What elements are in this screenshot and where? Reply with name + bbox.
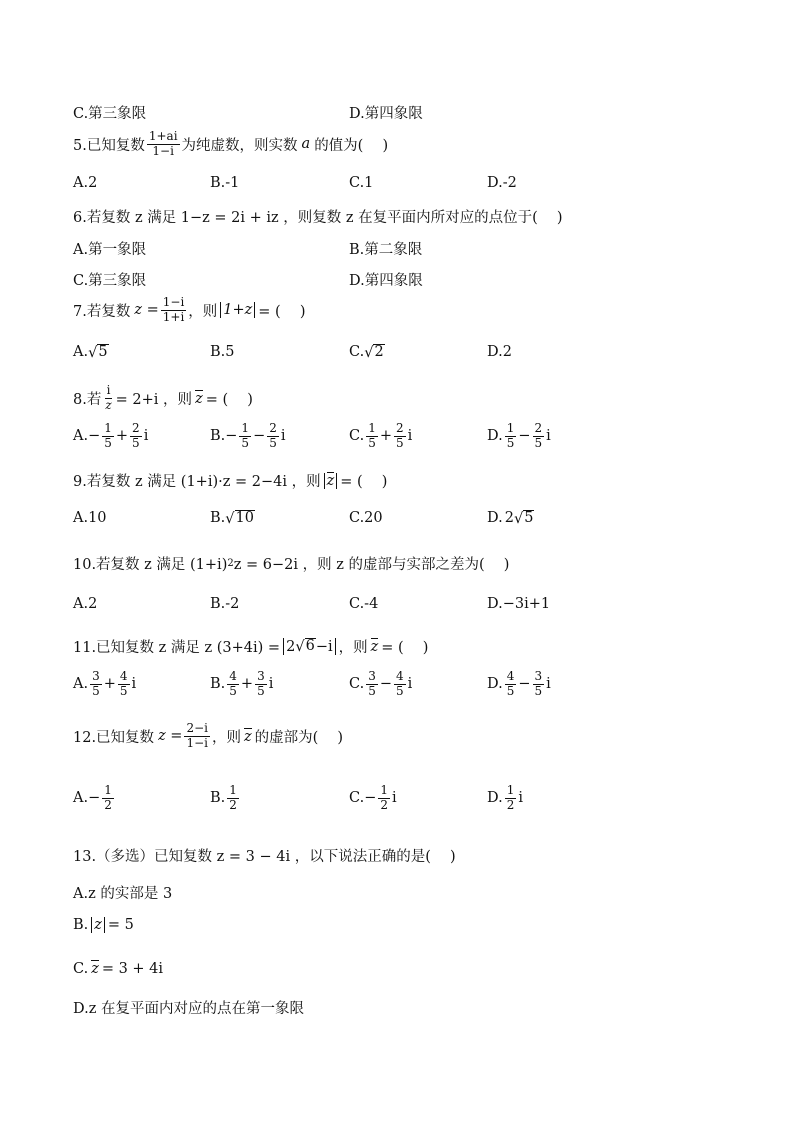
q11-c-sign: − [379, 676, 392, 693]
q11-sqrt: √ 6 [295, 638, 315, 655]
q11-option-a [73, 670, 136, 699]
q8-a-frac1 [102, 422, 114, 451]
q13-b-label: B. [73, 917, 89, 933]
q11-a-d1: 5 [92, 683, 100, 698]
q12-option-d [487, 784, 523, 813]
q8-c-label: C. [349, 428, 365, 445]
q11-abs [283, 638, 336, 655]
q8-a-i: i [143, 428, 149, 445]
q9-option-d-sqrt: √ 5 [513, 510, 534, 527]
q11-b-d2: 5 [257, 683, 265, 698]
q8-c-n2: 2 [395, 421, 404, 435]
q12-c-d: 2 [380, 797, 388, 812]
q8-b-frac2 [267, 422, 279, 451]
q11-b-label: B. [210, 676, 226, 693]
q10-sup: 2 [227, 558, 234, 569]
q12-option-a [73, 784, 116, 813]
q12-c-i: i [391, 790, 397, 807]
q11-tail: = ( ) [381, 640, 429, 656]
q11-b-frac1 [227, 670, 239, 699]
q8-c-sign2: + [379, 428, 392, 445]
q7-option-a-label: A. [73, 344, 89, 361]
q11-d-sign: − [518, 676, 531, 693]
q12-b-frac [227, 784, 239, 813]
q7-numerator: 1−i [162, 295, 185, 309]
q12-a-label: A. [73, 790, 89, 807]
q7-option-d: D.2 [487, 344, 512, 360]
q11-b-n1: 4 [229, 669, 237, 683]
q5-numerator: 1+ai [148, 129, 178, 143]
q8-d-label: D. [487, 428, 503, 445]
question-8 [73, 384, 253, 413]
q11-a-sign: + [103, 676, 116, 693]
q13-option-b [73, 917, 134, 933]
q11-b-d1: 5 [229, 683, 237, 698]
question-12 [73, 722, 343, 751]
q12-a-n: 1 [104, 783, 112, 797]
q11-a-n2: 4 [119, 669, 128, 683]
q10-text: 10.若复数 z 满足 (1+i) [73, 557, 228, 573]
q11-zbar: z [370, 639, 379, 655]
q11-b-n2: 3 [257, 669, 265, 683]
q11-b-sign: + [240, 676, 254, 693]
q9-option-b [210, 510, 255, 527]
q9-option-b-radicand: 10 [235, 510, 254, 526]
q12-option-c [349, 784, 397, 813]
q9-abs [324, 473, 338, 489]
q10-text2: z = 6−2i ，则 z 的虚部与实部之差为( ) [233, 557, 510, 573]
q13-c-tail: = 3 + 4i [101, 960, 164, 977]
q5-fraction [147, 130, 180, 159]
q12-numerator: 2−i [186, 721, 208, 735]
q8-c-d1: 5 [368, 435, 376, 450]
q12-d-i: i [518, 790, 523, 807]
q10-option-b: B.-2 [210, 596, 240, 612]
q6-option-b: B.第二象限 [349, 242, 423, 258]
q8-eq: = 2+i ，则 [115, 391, 193, 408]
q10-option-d: D.−3i+1 [487, 596, 551, 612]
q11-c-d1: 5 [368, 683, 376, 698]
question-10 [73, 553, 509, 574]
q12-fraction [184, 722, 210, 751]
q11-option-c [349, 670, 412, 699]
q12-d-frac [505, 784, 517, 813]
q12-mid: ，则 [212, 729, 241, 746]
q8-d-frac2 [533, 422, 545, 451]
q8-a-frac2 [130, 422, 142, 451]
q7-option-c-sqrt: √ 2 [364, 344, 384, 361]
question-5 [73, 130, 388, 159]
q13-option-c [73, 960, 163, 977]
q8-b-sign2: − [253, 428, 266, 445]
q8-a-n1: 1 [104, 421, 112, 435]
q7-option-c [349, 344, 385, 361]
q11-d-d2: 5 [534, 683, 543, 698]
q11-c-d2: 5 [395, 683, 404, 698]
q8-d-sign2: − [518, 428, 531, 445]
q7-abs: 1+z [220, 302, 255, 318]
q11-d-d1: 5 [506, 683, 515, 698]
q5-denominator: 1−i [152, 143, 174, 158]
q8-zbar: z [195, 390, 203, 407]
q11-c-frac2 [394, 670, 406, 699]
q7-fraction [161, 296, 187, 325]
q8-denominator: z [105, 397, 112, 412]
q7-prefix: 7.若复数 [73, 303, 131, 320]
q9-option-d-radicand: 5 [524, 510, 534, 526]
q6-option-a: A.第一象限 [73, 242, 147, 258]
q6-option-c: C.第三象限 [73, 273, 147, 289]
q8-a-n2: 2 [132, 421, 140, 435]
q11-d-frac2 [533, 670, 545, 699]
q12-a-sign: − [88, 790, 101, 807]
q7-mid: ，则 [188, 303, 218, 320]
q11-c-label: C. [349, 676, 365, 693]
q8-a-sign2: + [115, 428, 129, 445]
q12-c-label: C. [349, 790, 365, 807]
q5-prefix: 5.已知复数 [73, 137, 145, 154]
q9-option-d [487, 510, 534, 527]
q8-b-i: i [280, 428, 286, 445]
q9-option-a: A.10 [73, 510, 107, 526]
q11-c-n1: 3 [368, 669, 376, 683]
q5-option-d: D.-2 [487, 175, 517, 191]
q9-option-b-sqrt: √ 10 [225, 510, 254, 527]
q8-d-frac1 [505, 422, 517, 451]
option-c: C.第三象限 [73, 106, 147, 122]
q13-option-d: D.z 在复平面内对应的点在第一象限 [73, 1001, 304, 1017]
q6-option-d: D.第四象限 [349, 273, 423, 289]
q8-d-i: i [546, 428, 551, 445]
q11-abs-post: −i [315, 638, 333, 655]
q5-option-b: B.-1 [210, 175, 240, 191]
q13-b-abs: z [91, 917, 105, 933]
option-d: D.第四象限 [349, 106, 423, 122]
q9-option-b-label: B. [210, 510, 226, 527]
q7-option-a-radicand: 5 [98, 344, 108, 360]
q8-prefix: 8.若 [73, 391, 102, 408]
q5-var: a [301, 136, 311, 153]
q11-prefix: 11.已知复数 z 满足 z (3+4i) = [73, 640, 281, 656]
q8-a-label: A. [73, 428, 89, 445]
q12-b-label: B. [210, 790, 226, 807]
q8-d-d1: 5 [506, 435, 515, 450]
q12-eq: z = [158, 728, 183, 745]
q11-a-n1: 3 [92, 669, 100, 683]
q5-post: 为纯虚数，则实数 [181, 137, 298, 154]
q8-c-n1: 1 [368, 421, 376, 435]
q11-b-i: i [268, 676, 274, 693]
q11-a-i: i [131, 676, 137, 693]
q5-tail: 的值为( ) [314, 137, 389, 154]
q12-d-label: D. [487, 790, 503, 807]
q8-b-sign1: − [225, 428, 238, 445]
q7-option-b: B.5 [210, 344, 235, 360]
q12-tail: 的虚部为( ) [254, 729, 344, 746]
q8-c-i: i [407, 428, 413, 445]
q8-a-d1: 5 [104, 435, 112, 450]
q12-c-sign: − [364, 790, 377, 807]
q8-option-a [73, 422, 148, 451]
q10-option-c: C.-4 [349, 596, 379, 612]
q8-numerator: i [106, 383, 111, 397]
q7-option-a-sqrt: √ 5 [88, 344, 108, 361]
q12-a-d: 2 [104, 797, 112, 812]
q13-c-label: C. [73, 960, 89, 977]
q13-c-zbar: z [91, 961, 99, 977]
q11-b-frac2 [255, 670, 267, 699]
question-13: 13.（多选）已知复数 z = 3 − 4i ，以下说法正确的是( ) [73, 849, 456, 865]
question-9 [73, 470, 387, 491]
q5-option-a: A.2 [73, 175, 98, 191]
q12-prefix: 12.已知复数 [73, 729, 155, 746]
q12-c-frac [378, 784, 390, 813]
q12-zbar: z [244, 728, 252, 745]
q11-d-n2: 3 [534, 669, 543, 683]
q8-a-d2: 5 [132, 435, 140, 450]
q12-denominator: 1−i [186, 735, 208, 750]
q13-option-a: A.z 的实部是 3 [73, 886, 173, 902]
q11-c-frac1 [366, 670, 378, 699]
q7-eq: z = [134, 302, 159, 319]
q8-b-n1: 1 [241, 421, 250, 435]
q9-text: 9.若复数 z 满足 (1+i)·z = 2−4i ，则 [73, 474, 321, 490]
q8-c-frac2 [394, 422, 406, 451]
q11-c-i: i [407, 676, 413, 693]
q11-d-label: D. [487, 676, 503, 693]
q11-option-b [210, 670, 273, 699]
q12-option-b [210, 784, 241, 813]
q12-a-frac [102, 784, 114, 813]
q11-d-frac1 [505, 670, 517, 699]
q9-tail: = ( ) [340, 474, 388, 490]
q8-b-d1: 5 [241, 435, 250, 450]
q12-d-d: 2 [506, 797, 515, 812]
question-7 [73, 296, 305, 325]
q13-b-tail: = 5 [107, 917, 134, 933]
q12-b-d: 2 [229, 797, 237, 812]
q8-c-frac1 [366, 422, 378, 451]
q7-denominator: 1+i [162, 309, 185, 324]
q8-b-label: B. [210, 428, 226, 445]
q11-mid: ，则 [338, 640, 368, 656]
q8-option-b [210, 422, 286, 451]
q8-d-n1: 1 [506, 421, 515, 435]
q11-radicand: 6 [305, 638, 315, 655]
q8-option-c [349, 422, 412, 451]
question-11 [73, 636, 428, 657]
q9-abs-zbar: z [326, 472, 335, 489]
q12-d-n: 1 [506, 783, 515, 797]
q5-option-c: C.1 [349, 175, 374, 191]
q11-a-label: A. [73, 676, 89, 693]
q12-b-n: 1 [229, 783, 237, 797]
q8-d-d2: 5 [534, 435, 543, 450]
q7-option-c-label: C. [349, 344, 365, 361]
q8-option-d [487, 422, 551, 451]
q11-c-n2: 4 [395, 669, 404, 683]
q11-a-d2: 5 [119, 683, 128, 698]
q8-a-sign1: − [88, 428, 101, 445]
q12-c-n: 1 [380, 783, 388, 797]
question-6: 6.若复数 z 满足 1−z = 2i + iz ，则复数 z 在复平面内所对应的点位于( ) [73, 210, 563, 226]
q9-option-d-label: D. [487, 510, 503, 527]
q11-a-frac2 [118, 670, 130, 699]
q7-tail: = ( ) [258, 303, 306, 320]
q9-option-d-coef: 2 [504, 510, 514, 527]
q9-option-c: C.20 [349, 510, 383, 526]
q10-option-a: A.2 [73, 596, 98, 612]
q8-fraction [103, 384, 113, 413]
q8-tail: = ( ) [205, 391, 253, 408]
q11-d-i: i [546, 676, 551, 693]
q8-b-frac1 [239, 422, 251, 451]
q11-a-frac1 [90, 670, 102, 699]
q8-c-d2: 5 [395, 435, 404, 450]
q11-option-d [487, 670, 551, 699]
q8-d-n2: 2 [534, 421, 543, 435]
q8-b-n2: 2 [269, 421, 277, 435]
q7-option-c-radicand: 2 [374, 344, 384, 360]
q11-d-n1: 4 [506, 669, 515, 683]
q8-b-d2: 5 [269, 435, 277, 450]
q7-option-a [73, 344, 109, 361]
q11-abs-coef: 2 [286, 638, 296, 655]
